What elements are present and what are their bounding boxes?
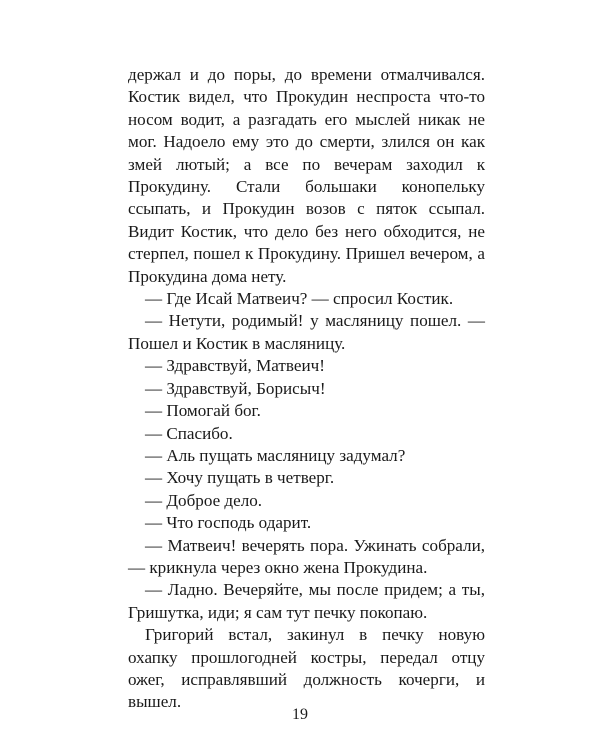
paragraph: — Нетути, родимый! у масляницу пошел. — Пошел и Костик в масляницу. xyxy=(128,311,485,353)
paragraph: — Доброе дело. xyxy=(145,490,263,510)
paragraph: — Здравствуй, Матвеич! xyxy=(145,356,325,376)
paragraph: — Здравствуй, Борисыч! xyxy=(145,378,326,398)
page-text xyxy=(128,64,485,714)
paragraph: — Матвеич! вечерять пора. Ужинать собрали, — крикнула через окно жена Прокудина. xyxy=(128,535,485,577)
page-number: 19 xyxy=(292,706,308,723)
paragraph: — Где Исай Матвеич? — спросил Костик. xyxy=(145,289,454,309)
paragraph: — Что господь одарит. xyxy=(145,513,312,533)
paragraph: — Помогай бог. xyxy=(145,401,261,421)
paragraph: — Аль пущать масляницу задумал? xyxy=(145,445,406,465)
paragraph: Григорий встал, закинул в печку новую охапку прошлогодней костры, передал отцу ожег, исправлявший должность кочерги, и вышел. xyxy=(128,625,485,712)
paragraph: держал и до поры, до времени отмалчивался. Костик видел, что Прокудин неспроста что-то носом водит, а разгадать его мыслей никак не мог. Надоело ему это до смерти, злился он как змей лютый; а все по вечерам заходил к Прокудину. Стали большаки конопельку ссыпать, и Прокудин возов с пяток ссыпал. Видит Костик, что дело без него обходится, не стерпел, пошел к Прокудину. Пришел вечером, а Прокудина дома нету. xyxy=(128,65,485,286)
paragraph: — Спасибо. xyxy=(145,423,233,443)
paragraph: — Ладно. Вечеряйте, мы после придем; а ты, Гришутка, иди; я сам тут печку покопаю. xyxy=(128,580,485,622)
paragraph: — Хочу пущать в четверг. xyxy=(145,468,335,488)
